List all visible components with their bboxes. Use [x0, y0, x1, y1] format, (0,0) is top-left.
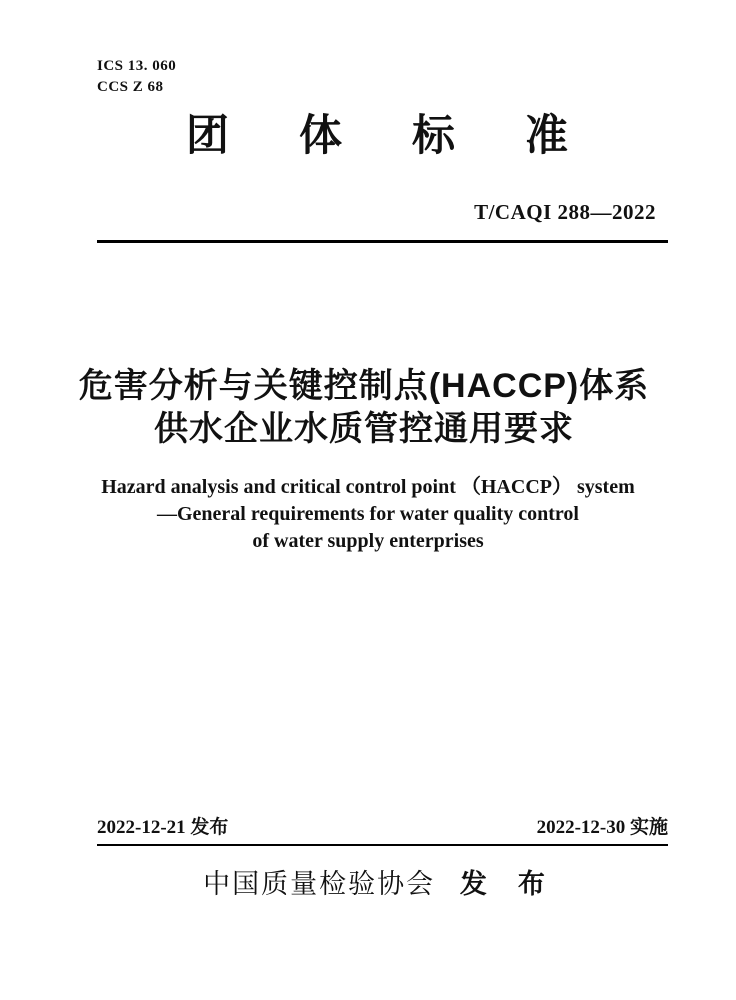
- publisher-row: [0, 868, 736, 900]
- issue-date: 2022-12-21 发布: [97, 817, 229, 838]
- title-chinese-line2: 供水企业水质管控通用要求: [154, 410, 574, 448]
- title-chinese-line1: 危害分析与关键控制点(HACCP)体系: [78, 367, 650, 405]
- title-english-line2: —General requirements for water quality control: [157, 503, 579, 525]
- standard-number: T/CAQI 288—2022: [474, 200, 656, 224]
- dates-row: [97, 817, 668, 839]
- publisher-name: 中国质量检验协会: [203, 869, 436, 899]
- ccs-code: CCS Z 68: [97, 79, 164, 95]
- footer-divider: [97, 844, 668, 846]
- title-english-line3: of water supply enterprises: [252, 530, 484, 552]
- doc-type-char: 体: [299, 112, 342, 160]
- header-divider: [97, 240, 668, 243]
- document-type-heading: [186, 111, 568, 161]
- publish-label: 发 布: [459, 869, 547, 899]
- title-chinese: [0, 365, 728, 451]
- implementation-date: 2022-12-30 实施: [536, 817, 668, 838]
- title-english-line1: Hazard analysis and critical control point （HACCP） system: [101, 476, 635, 498]
- ics-code: ICS 13. 060: [97, 58, 177, 74]
- doc-type-char: 准: [525, 112, 568, 160]
- doc-type-char: 团: [186, 112, 229, 160]
- title-english: [0, 474, 736, 555]
- classification-codes: [97, 56, 176, 98]
- doc-type-char: 标: [412, 112, 455, 160]
